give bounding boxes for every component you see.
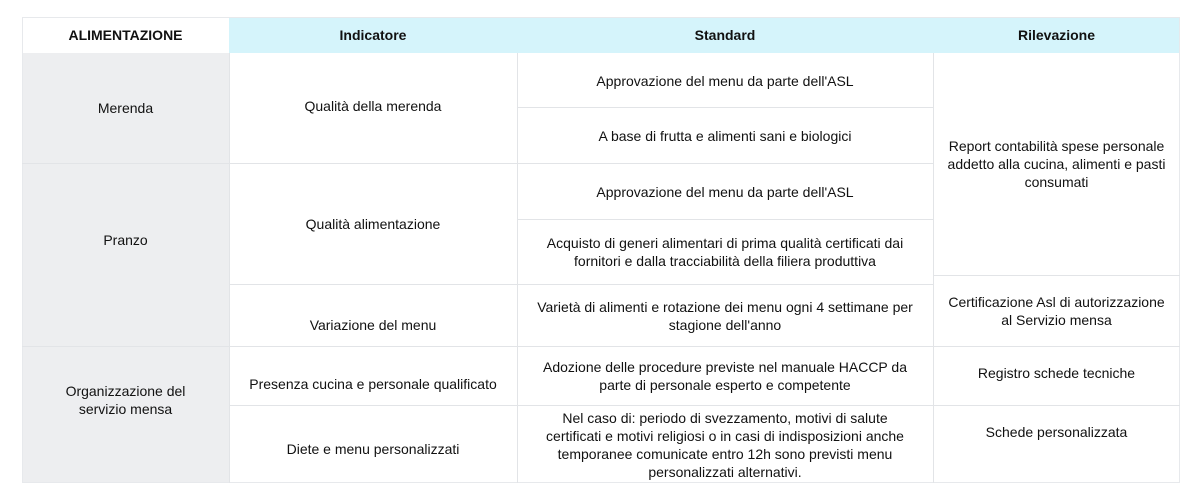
category-pranzo: Pranzo [22,164,229,346]
indicator-presenza-cucina: Presenza cucina e personale qualificato [249,376,497,392]
grid-divider [229,405,1180,406]
header-indicatore: Indicatore [229,17,517,53]
rilevazione-registro: Registro schede tecniche [977,365,1136,381]
header-rilevazione: Rilevazione [933,17,1180,53]
rilevazione-report: Report contabilità spese personale addetto alla cucina, alimenti e pasti consumati [947,138,1166,190]
indicator-qualita-merenda: Qualità della merenda [304,98,442,114]
grid-divider [22,346,1180,347]
category-merenda: Merenda [22,53,229,163]
grid-divider [517,53,518,483]
standard-acquisto: Acquisto di generi alimentari di prima qualità certificati dai fornitori e dalla tracciabilità della filiera produttiva [546,235,904,269]
indicator-qualita-alimentazione: Qualità alimentazione [305,216,441,232]
grid-divider [933,275,1180,276]
header-standard: Standard [517,17,933,53]
rilevazione-schede: Schede personalizzata [985,423,1128,440]
grid-divider [229,284,933,285]
grid-divider [517,107,933,108]
standard-svezzamento: Nel caso di: periodo di svezzamento, motivi di salute certificati e motivi religiosi o in casi di indisposizioni anche temporanee comunicate entro 12h sono previsti menu personalizzati alternativi. [546,409,904,480]
header-alimentazione: ALIMENTAZIONE [22,17,229,53]
indicator-diete-menu: Diete e menu personalizzati [286,440,460,457]
indicator-variazione-menu: Variazione del menu [309,316,437,333]
grid-divider [517,219,933,220]
category-organizzazione: Organizzazione del servizio mensa [22,347,229,483]
standard-varieta: Varietà di alimenti e rotazione dei menu ogni 4 settimane per stagione dell'anno [537,298,913,333]
grid-divider [933,53,934,483]
grid-divider [22,163,933,164]
standard-approvazione-merenda: Approvazione del menu da parte dell'ASL [596,72,854,89]
table-frame [22,17,1180,483]
standard-haccp: Adozione delle procedure previste nel manuale HACCP da parte di personale esperto e competente [543,359,907,393]
standard-approvazione-pranzo: Approvazione del menu da parte dell'ASL [596,183,854,200]
standard-frutta: A base di frutta e alimenti sani e biologici [598,127,852,144]
grid-divider [229,53,230,483]
rilevazione-certificazione: Certificazione Asl di autorizzazione al Servizio mensa [948,294,1165,328]
